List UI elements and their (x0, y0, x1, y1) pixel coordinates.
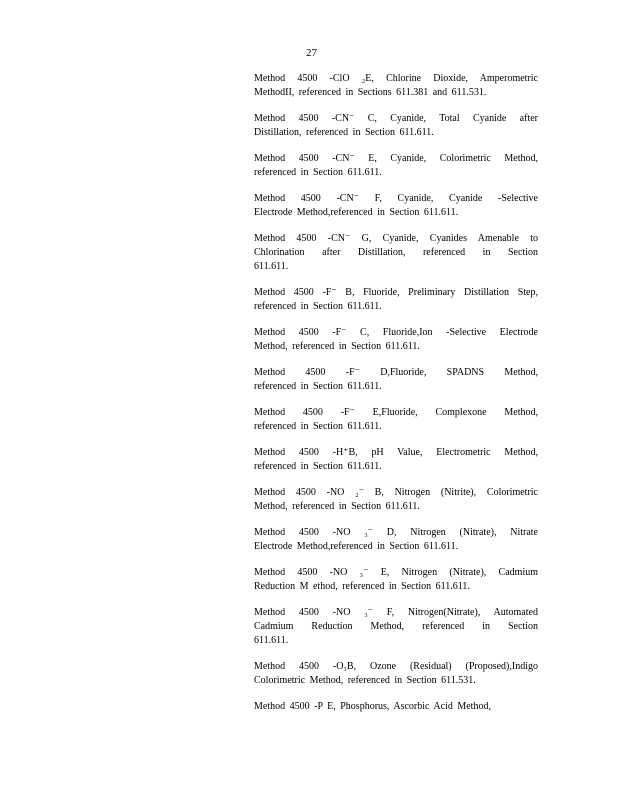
method-entry-line: Method 4500 -F⁻ C, Fluoride,Ion -Selective Electrode (254, 327, 538, 338)
method-entry (254, 152, 538, 180)
method-entry-line: Method 4500 -O₃B, Ozone (Residual) (Proposed),Indigo (254, 661, 538, 672)
method-entry (254, 406, 538, 434)
method-entry-line: Method 4500 -F⁻ D,Fluoride, SPADNS Method, (254, 367, 538, 378)
method-entry-line: Chlorination after Distillation, referenced in Section (254, 247, 538, 258)
method-entry (254, 606, 538, 648)
method-entry-line: MethodII, referenced in Sections 611.381 and 611.531. (254, 87, 487, 98)
method-entry-line: referenced in Section 611.611. (254, 381, 382, 392)
method-entry-line: Method 4500 -F⁻ B, Fluoride, Preliminary Distillation Step, (254, 287, 538, 298)
method-entry-line: Method 4500 -P E, Phosphorus, Ascorbic Acid Method, (254, 701, 491, 712)
method-entry-line: Method 4500 -NO ₃⁻ F, Nitrogen(Nitrate), Automated (254, 607, 538, 618)
method-entry-line: Method 4500 -F⁻ E,Fluoride, Complexone Method, (254, 407, 538, 418)
method-entry-line: Method 4500 -NO ₂⁻ B, Nitrogen (Nitrite), Colorimetric (254, 487, 538, 498)
method-entry-line: Method 4500 -NO ₃⁻ D, Nitrogen (Nitrate), Nitrate (254, 527, 538, 538)
method-entry-line: 611.611. (254, 261, 289, 272)
method-entry-line: Method 4500 -CN⁻ E, Cyanide, Colorimetric Method, (254, 153, 538, 164)
method-entry-line: referenced in Section 611.611. (254, 421, 382, 432)
method-entry (254, 286, 538, 314)
method-entry-line: Method 4500 -CN⁻ C, Cyanide, Total Cyanide after (254, 113, 538, 124)
method-entry-line: 611.611. (254, 635, 289, 646)
method-entry (254, 446, 538, 474)
method-entry-line: referenced in Section 611.611. (254, 461, 382, 472)
method-entry (254, 566, 538, 594)
method-entry (254, 660, 538, 688)
method-entry (254, 366, 538, 394)
method-entry (254, 232, 538, 274)
method-entry-line: Method 4500 -CN⁻ F, Cyanide, Cyanide -Selective (254, 193, 538, 204)
method-entry-line: Distillation, referenced in Section 611.611. (254, 127, 434, 138)
method-entry-line: Electrode Method,referenced in Section 611.611. (254, 541, 459, 552)
method-entry-line: referenced in Section 611.611. (254, 167, 382, 178)
method-entry (254, 486, 538, 514)
method-entry-line: Method 4500 -ClO ₂E, Chlorine Dioxide, Amperometric (254, 73, 538, 84)
method-entry-line: Cadmium Reduction Method, referenced in Section (254, 621, 538, 632)
method-entry-line: referenced in Section 611.611. (254, 301, 382, 312)
method-entry-line: Colorimetric Method, referenced in Section 611.531. (254, 675, 476, 686)
method-list (254, 72, 538, 726)
method-entry-line: Electrode Method,referenced in Section 611.611. (254, 207, 459, 218)
method-entry-line: Method, referenced in Section 611.611. (254, 501, 420, 512)
method-entry (254, 192, 538, 220)
method-entry (254, 326, 538, 354)
method-entry-line: Method 4500 -H⁺B, pH Value, Electrometric Method, (254, 447, 538, 458)
page-number: 27 (306, 47, 317, 59)
method-entry (254, 700, 538, 714)
method-entry-line: Method, referenced in Section 611.611. (254, 341, 420, 352)
method-entry-line: Method 4500 -NO ₃⁻ E, Nitrogen (Nitrate), Cadmium (254, 567, 538, 578)
method-entry (254, 112, 538, 140)
method-entry-line: Method 4500 -CN⁻ G, Cyanide, Cyanides Amenable to (254, 233, 538, 244)
method-entry (254, 526, 538, 554)
method-entry (254, 72, 538, 100)
method-entry-line: Reduction M ethod, referenced in Section 611.611. (254, 581, 470, 592)
